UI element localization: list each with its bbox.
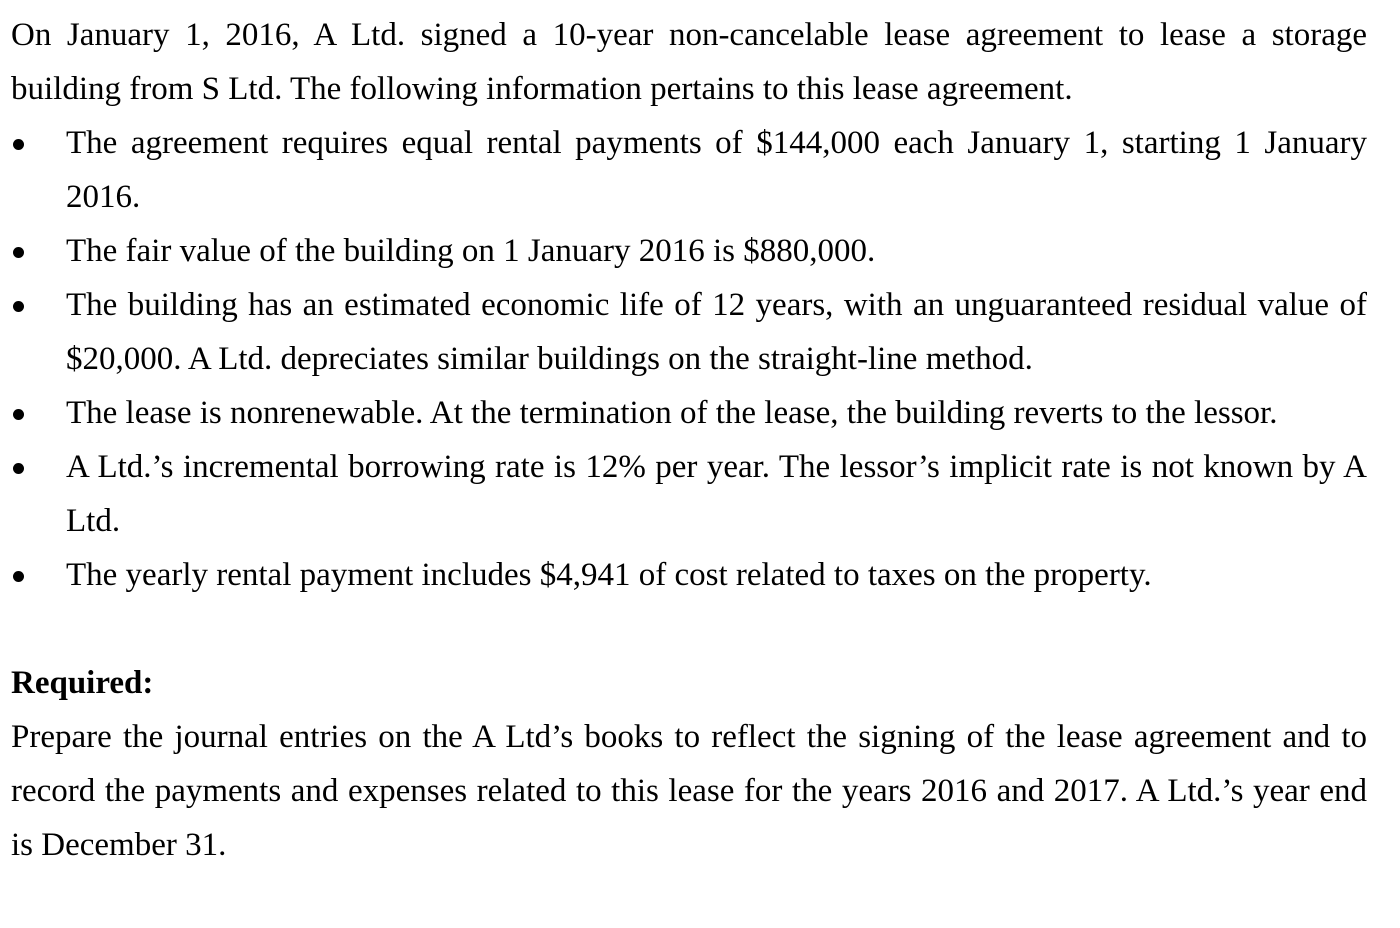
list-item xyxy=(11,548,1367,602)
bullet-icon xyxy=(13,247,24,258)
bullet-icon xyxy=(13,463,24,474)
document-body xyxy=(11,8,1367,872)
bullet-icon xyxy=(13,409,24,420)
list-item xyxy=(11,440,1367,548)
list-item-text: The agreement requires equal rental payments of $144,000 each January 1, starting 1 January 2016. xyxy=(66,125,1367,215)
list-item-text: The yearly rental payment includes $4,941 of cost related to taxes on the property. xyxy=(66,557,1152,593)
list-item-text: The lease is nonrenewable. At the termination of the lease, the building reverts to the lessor. xyxy=(66,395,1278,431)
facts-list xyxy=(11,116,1367,602)
list-item-text: A Ltd.’s incremental borrowing rate is 12% per year. The lessor’s implicit rate is not known by A Ltd. xyxy=(66,449,1367,539)
list-item xyxy=(11,224,1367,278)
list-item-text: The fair value of the building on 1 January 2016 is $880,000. xyxy=(66,233,876,269)
list-item xyxy=(11,278,1367,386)
bullet-icon xyxy=(13,301,24,312)
list-item-text: The building has an estimated economic life of 12 years, with an unguaranteed residual value of $20,000. A Ltd. depreciates similar buildings on the straight-line method. xyxy=(66,287,1367,377)
list-item xyxy=(11,386,1367,440)
required-paragraph: Prepare the journal entries on the A Ltd’s books to reflect the signing of the lease agreement and to record the payments and expenses related to this lease for the years 2016 and 2017. A Ltd.’s year end is December 31. xyxy=(11,719,1367,863)
list-item xyxy=(11,116,1367,224)
bullet-icon xyxy=(13,139,24,150)
intro-paragraph: On January 1, 2016, A Ltd. signed a 10-year non-cancelable lease agreement to lease a storage building from S Ltd. The following information pertains to this lease agreement. xyxy=(11,17,1367,107)
bullet-icon xyxy=(13,571,24,582)
required-heading: Required: xyxy=(11,665,154,701)
